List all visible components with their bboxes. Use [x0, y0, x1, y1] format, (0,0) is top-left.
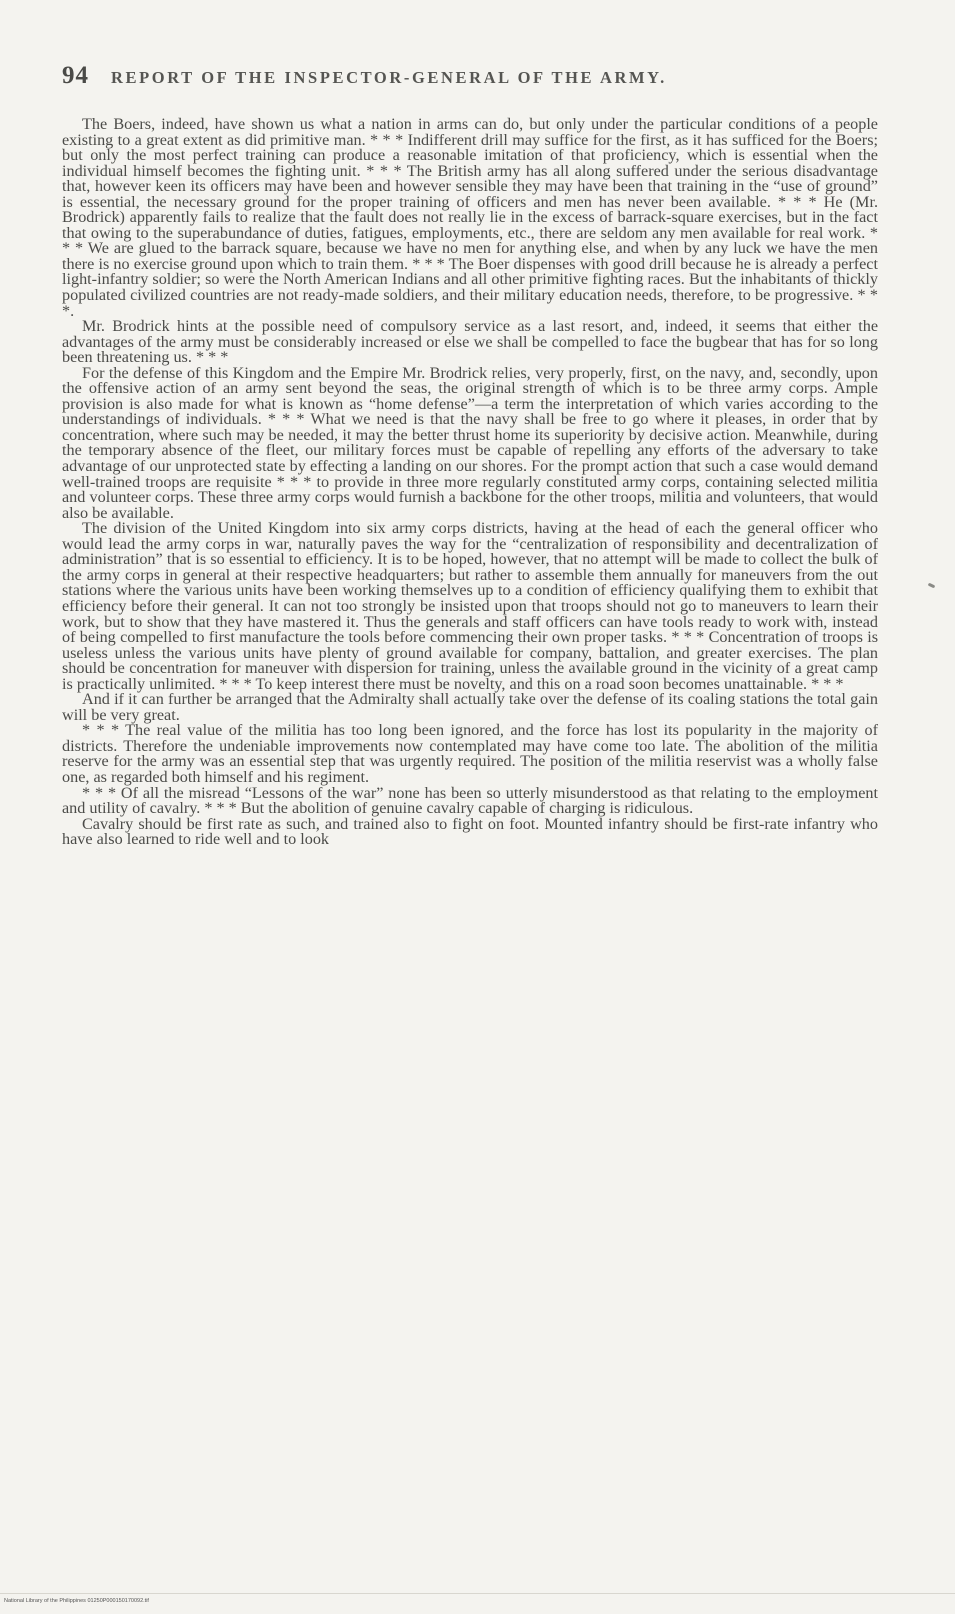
- paragraph-compulsory-service: Mr. Brodrick hints at the possible need of compulsory service as a last resort, and, indeed, it seems that either the advantages of the army must be considerably increased or else we shall be compelled to face the bugbear that has for so long been threatening us. * * *: [62, 317, 878, 367]
- paragraph-militia: * * * The real value of the militia has too long been ignored, and the force has lost its popularity in the majority of districts. Therefore the undeniable improvements now contemplated may have come too late. The abolition of the militia reserve for the army was an essential step that was urgently required. The position of the militia reservist was a wholly false one, as regarded both himself and his regiment.: [62, 721, 878, 786]
- scan-speck: [928, 583, 936, 589]
- body-text: [62, 117, 878, 848]
- running-head: [62, 62, 902, 92]
- page-number: 94: [62, 62, 89, 89]
- paragraph-army-corps-districts: The division of the United Kingdom into six army corps districts, having at the head of each the general officer who would lead the army corps in war, naturally paves the way for the “centralization of responsibility and decentralization of administration” that is so essential to efficiency. It is to be hoped, however, that no attempt will be made to collect the bulk of the army corps in general at their respective headquarters; but rather to assemble them annually for maneuvers from the out stations where the various units have been working themselves up to a condition of efficiency qualifying them to exhibit that efficiency before their general. It can not too strongly be insisted upon that troops should not go to maneuvers to learn their work, but to show that they have mastered it. Thus the generals and staff officers can have tools ready to work with, instead of being compelled to first manufacture the tools before commencing their own proper tasks. * * * Concentration of troops is useless unless the various units have plenty of ground available for company, battalion, and greater exercises. The plan should be concentration for maneuver with dispersion for training, unless the available ground in the vicinity of a great camp is practically unlimited. * * * To keep interest there must be novelty, and this on a road soon becomes unattainable. * * *: [62, 519, 878, 693]
- paragraph-home-defense: For the defense of this Kingdom and the Empire Mr. Brodrick relies, very properly, first, on the navy, and, secondly, upon the offensive action of an army sent beyond the seas, the original strength of which is to be three army corps. Ample provision is also made for what is known as “home defense”—a term the interpretation of which varies according to the understandings of individuals. * * * What we need is that the navy shall be free to go where it pleases, in order that by concentration, where such may be needed, it may the better thrust home its superiority by decisive action. Meanwhile, during the temporary absence of the fleet, our military forces must be capable of repelling any efforts of the adversary to take advantage of our unprotected state by effecting a landing on our shores. For the prompt action that such a case would demand well-trained troops are requisite * * * to provide in three more regularly constituted army corps, containing selected militia and volunteer corps. These three army corps would furnish a backbone for the other troops, militia and volunteers, that would also be available.: [62, 363, 878, 522]
- paragraph-mounted-infantry: Cavalry should be first rate as such, and trained also to fight on foot. Mounted infantry should be first-rate infantry who have also learned to ride well and to look: [62, 814, 878, 849]
- paragraph-cavalry-lessons: * * * Of all the misread “Lessons of the war” none has been so utterly misunderstood as that relating to the employment and utility of cavalry. * * * But the abolition of genuine cavalry capable of charging is ridiculous.: [62, 783, 878, 818]
- running-title: REPORT OF THE INSPECTOR-GENERAL OF THE ARMY.: [111, 68, 667, 87]
- paragraph-boers: The Boers, indeed, have shown us what a nation in arms can do, but only under the particular conditions of a people existing to a great extent as did primitive man. * * * Indifferent drill may suffice for the first, as it has sufficed for the Boers; but only the most perfect training can produce a reasonable imitation of that proficiency, which is essential when the individual himself becomes the fighting unit. * * * The British army has all along suffered under the serious disadvantage that, however keen its officers may have been and however sensible they may have been that training in the “use of ground” is essential, the necessary ground for the proper training of officers and men has never been available. * * * He (Mr. Brodrick) apparently fails to realize that the fault does not really lie in the excess of barrack-square exercises, but in the fact that owing to the superabundance of duties, fatigues, employments, etc., there are seldom any men available for real work. * * * We are glued to the barrack square, because we have no men for anything else, and when by any luck we have the men there is no exercise ground upon which to train them. * * * The Boer dispenses with good drill because he is already a perfect light-infantry soldier; so were the North American Indians and all other primitive fighting races. But the inhabitants of thickly populated civilized countries are not ready-made soldiers, and their military education needs, therefore, to be progressive. * * *.: [62, 115, 878, 320]
- scan-attribution: National Library of the Philippines 01250P000150170092.tif: [4, 1598, 149, 1604]
- footer-rule: [0, 1593, 955, 1594]
- paragraph-coaling-stations: And if it can further be arranged that the Admiralty shall actually take over the defense of its coaling stations the total gain will be very great.: [62, 690, 878, 724]
